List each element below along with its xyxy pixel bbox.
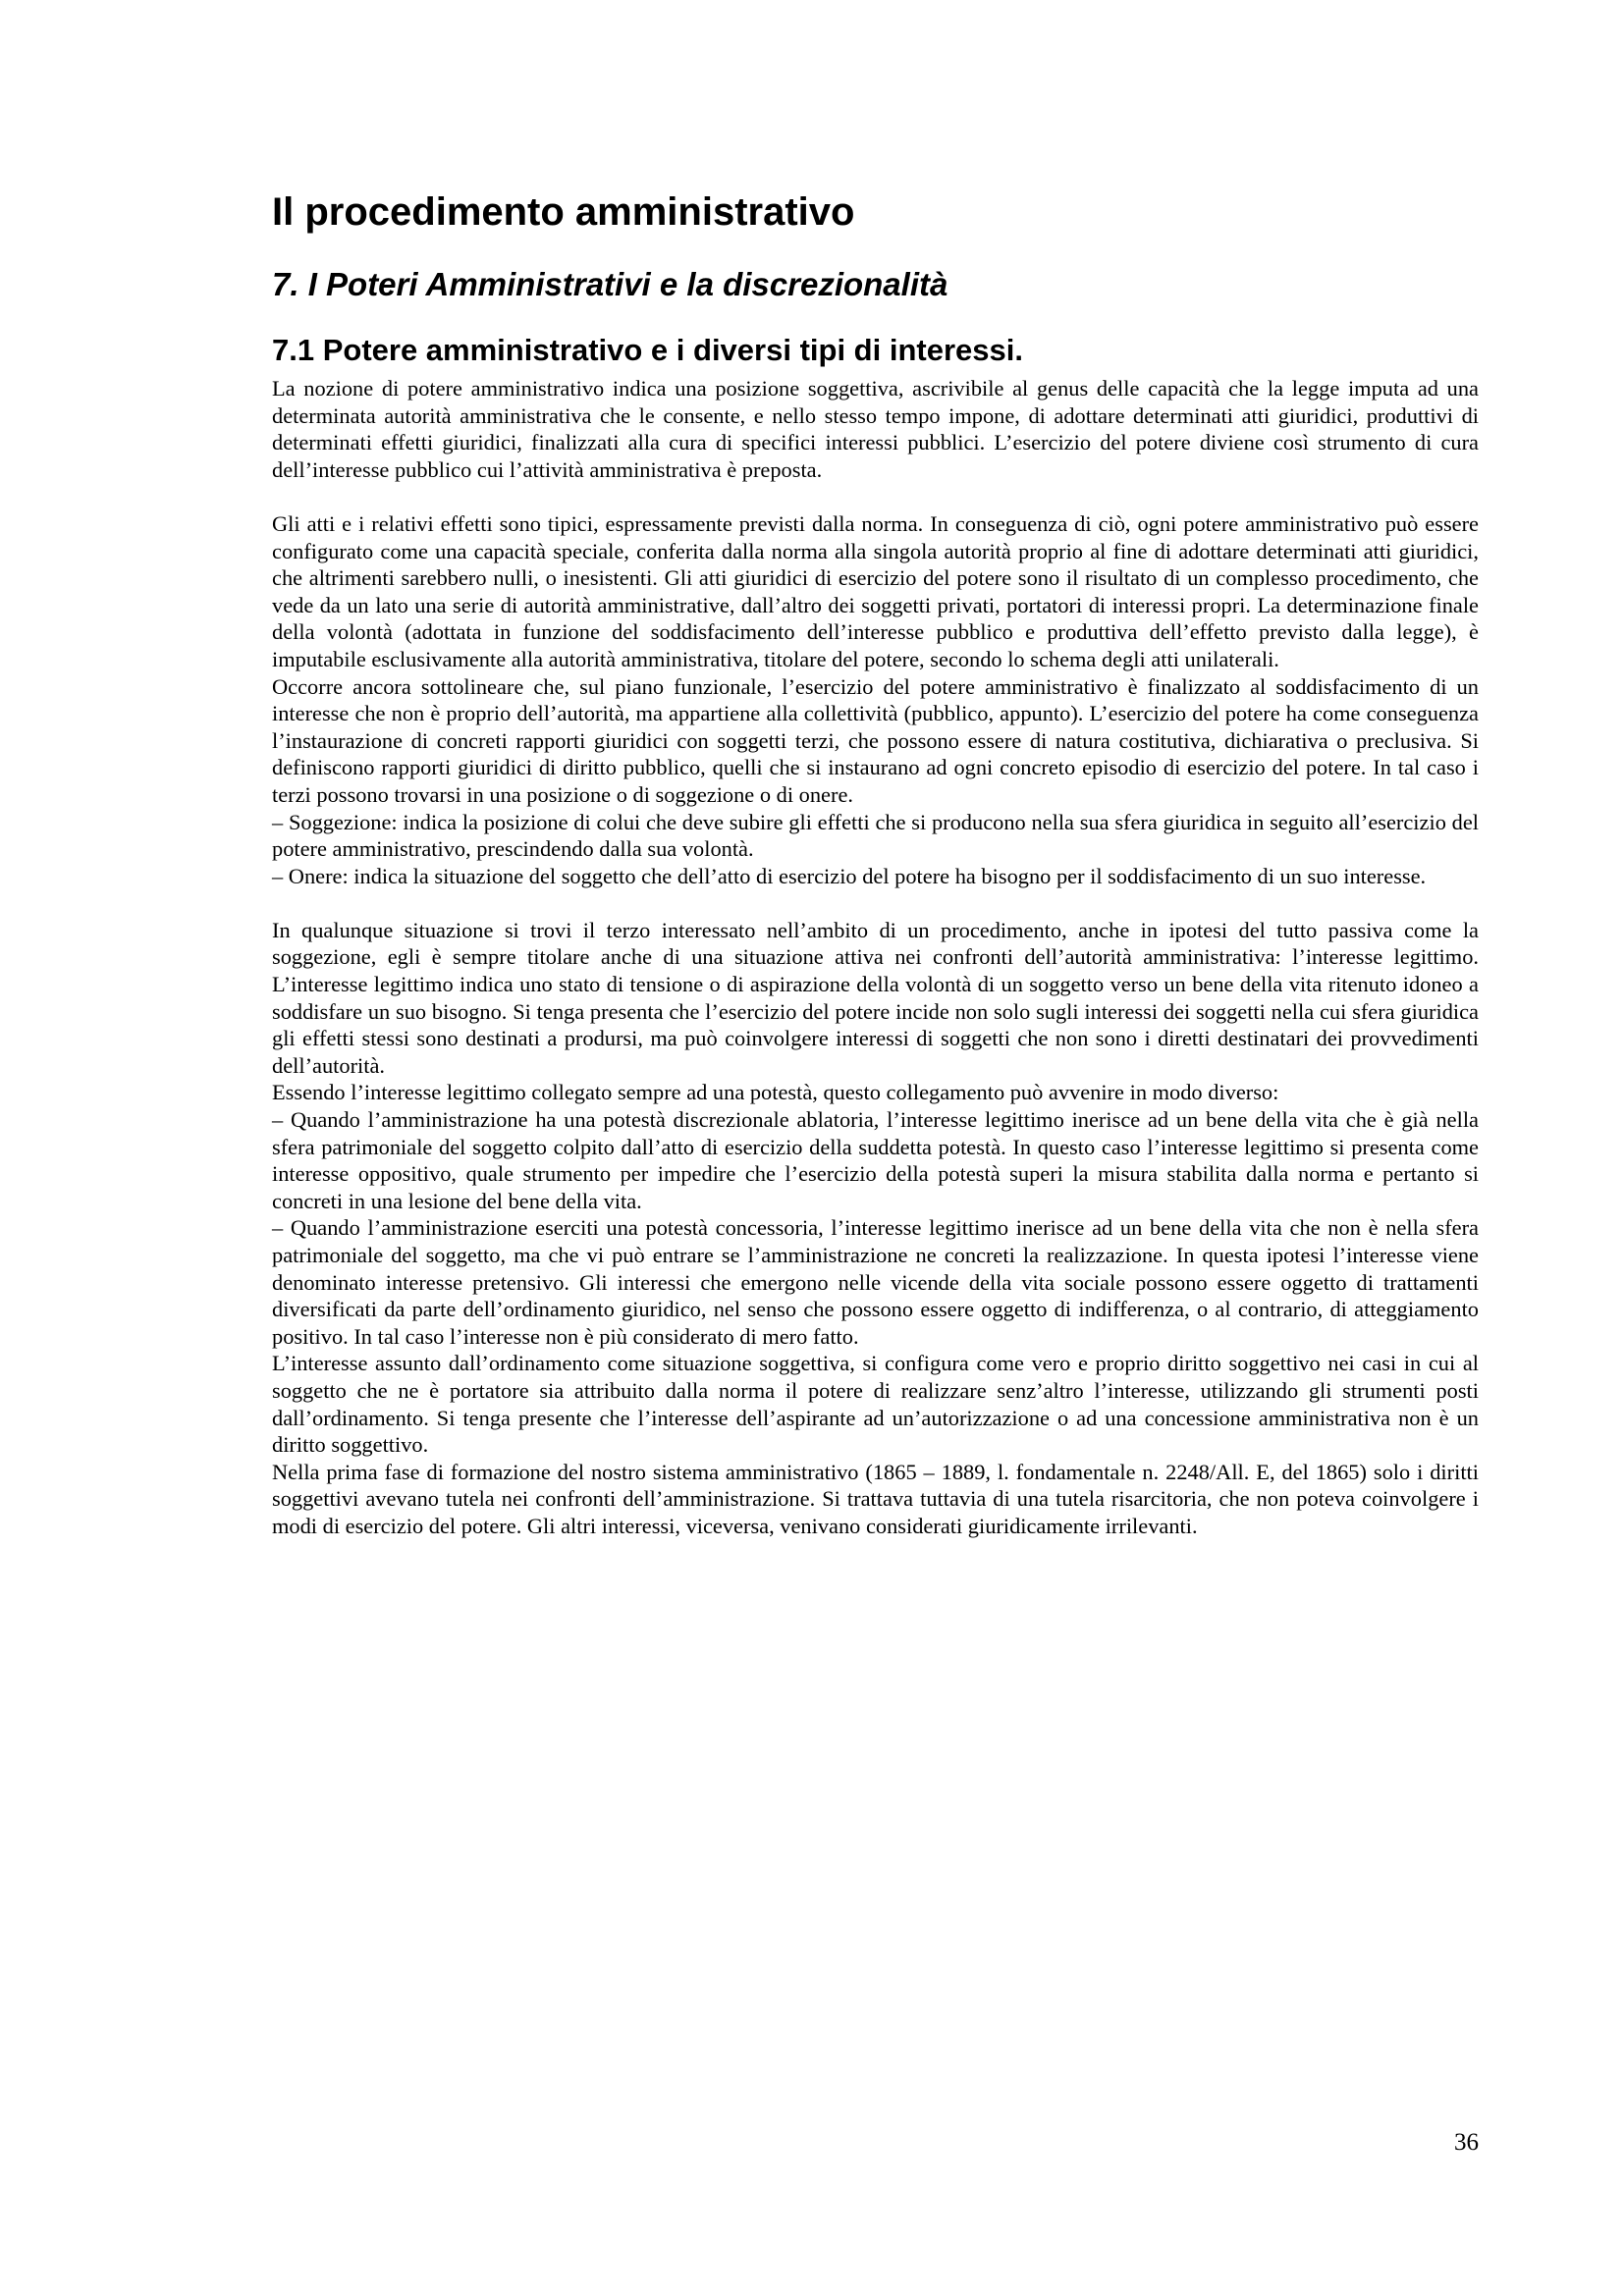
document-page xyxy=(272,177,1479,1540)
section-title: 7.1 Potere amministrativo e i diversi tipi di interessi. xyxy=(272,333,1023,367)
list-item: – Soggezione: indica la posizione di colui che deve subire gli effetti che si producono nella sua sfera giuridica in seguito all’esercizio del potere amministrativo, prescindendo dalla sua volontà. xyxy=(272,809,1479,862)
paragraph: Nella prima fase di formazione del nostro sistema amministrativo (1865 – 1889, l. fondamentale n. 2248/All. E, del 1865) solo i diritti soggettivi avevano tutela nei confronti dell’amministrazione. Si trattava tuttavia di una tutela risarcitoria, che non poteva coinvolgere i modi di esercizio del potere. Gli altri interessi, viceversa, venivano considerati giuridicamente irrilevanti. xyxy=(272,1459,1479,1538)
paragraph: L’interesse assunto dall’ordinamento come situazione soggettiva, si configura come vero e proprio diritto soggettivo nei casi in cui al soggetto che ne è portatore sia attribuito dalla norma il potere di realizzare senz’altro l’interesse, utilizzando gli strumenti posti dall’ordinamento. Si tenga presente che l’interesse dell’aspirante ad un’autorizzazione o ad una concessione amministrativa non è un diritto soggettivo. xyxy=(272,1351,1479,1458)
list-item: – Quando l’amministrazione ha una potestà discrezionale ablatoria, l’interesse legittimo inerisce ad un bene della vita che è già nella sfera patrimoniale del soggetto colpito dall’atto di esercizio della suddetta potestà. In questo caso l’interesse legittimo si presenta come interesse oppositivo, quale strumento per impedire che l’esercizio della potestà superi la misura stabilita dalla norma e pertanto si concreti in una lesione del bene della vita. xyxy=(272,1107,1479,1213)
list-item: – Quando l’amministrazione eserciti una potestà concessoria, l’interesse legittimo inerisce ad un bene della vita che non è nella sfera patrimoniale del soggetto, ma che vi può entrare se l’amministrazione ne concreti la realizzazione. In questa ipotesi l’interesse viene denominato interesse pretensivo. Gli interessi che emergono nelle vicende della vita sociale possono essere oggetto di trattamenti diversificati da parte dell’ordinamento giuridico, nel senso che possono essere oggetto di indifferenza, o al contrario, di atteggiamento positivo. In tal caso l’interesse non è più considerato di mero fatto. xyxy=(272,1215,1479,1349)
page-number: 36 xyxy=(1454,2129,1479,2156)
chapter-title: 7. I Poteri Amministrativi e la discrezionalità xyxy=(272,266,948,302)
paragraph: Occorre ancora sottolineare che, sul piano funzionale, l’esercizio del potere amministrativo è finalizzato al soddisfacimento di un interesse che non è proprio dell’autorità, ma appartiene alla collettività (pubblico, appunto). L’esercizio del potere ha come conseguenza l’instaurazione di concreti rapporti giuridici con soggetti terzi, che possono essere di natura costitutiva, dichiarativa o preclusiva. Si definiscono rapporti giuridici di diritto pubblico, quelli che si instaurano ad ogni concreto episodio di esercizio del potere. In tal caso i terzi possono trovarsi in una posizione o di soggezione o di onere. xyxy=(272,673,1479,807)
paragraph: In qualunque situazione si trovi il terzo interessato nell’ambito di un procedimento, anche in ipotesi del tutto passiva come la soggezione, egli è sempre titolare anche di una situazione attiva nei confronti dell’autorità amministrativa: l’interesse legittimo. L’interesse legittimo indica uno stato di tensione o di aspirazione della volontà di un soggetto verso un bene della vita ritenuto idoneo a soddisfare un suo bisogno. Si tenga presenta che l’esercizio del potere incide non solo sugli interessi dei soggetti nella cui sfera giuridica gli effetti stessi sono destinati a prodursi, ma può coinvolgere interessi di soggetti che non sono i diretti destinatari dei provvedimenti dell’autorità. xyxy=(272,917,1479,1078)
document-title: Il procedimento amministrativo xyxy=(272,190,855,234)
list-item: – Onere: indica la situazione del soggetto che dell’atto di esercizio del potere ha bisogno per il soddisfacimento di un suo interesse. xyxy=(272,863,1427,888)
paragraph: La nozione di potere amministrativo indica una posizione soggettiva, ascrivibile al genus delle capacità che la legge imputa ad una determinata autorità amministrativa che le consente, e nello stesso tempo impone, di adottare determinati atti giuridici, produttivi di determinati effetti giuridici, finalizzati alla cura di specifici interessi pubblici. L’esercizio del potere diviene così strumento di cura dell’interesse pubblico cui l’attività amministrativa è preposta. xyxy=(272,376,1479,482)
paragraph: Essendo l’interesse legittimo collegato sempre ad una potestà, questo collegamento può avvenire in modo diverso: xyxy=(272,1080,1279,1105)
body-text xyxy=(272,375,1479,1540)
paragraph: Gli atti e i relativi effetti sono tipici, espressamente previsti dalla norma. In conseguenza di ciò, ogni potere amministrativo può essere configurato come una capacità speciale, conferita dalla norma alla singola autorità proprio al fine di adottare determinati atti giuridici, che altrimenti sarebbero nulli, o inesistenti. Gli atti giuridici di esercizio del potere sono il risultato di un complesso procedimento, che vede da un lato una serie di autorità amministrative, dall’altro dei soggetti privati, portatori di interessi propri. La determinazione finale della volontà (adottata in funzione del soddisfacimento dell’interesse pubblico e produttiva dell’effetto previsto dalla legge), è imputabile esclusivamente alla autorità amministrativa, titolare del potere, secondo lo schema degli atti unilaterali. xyxy=(272,510,1479,671)
